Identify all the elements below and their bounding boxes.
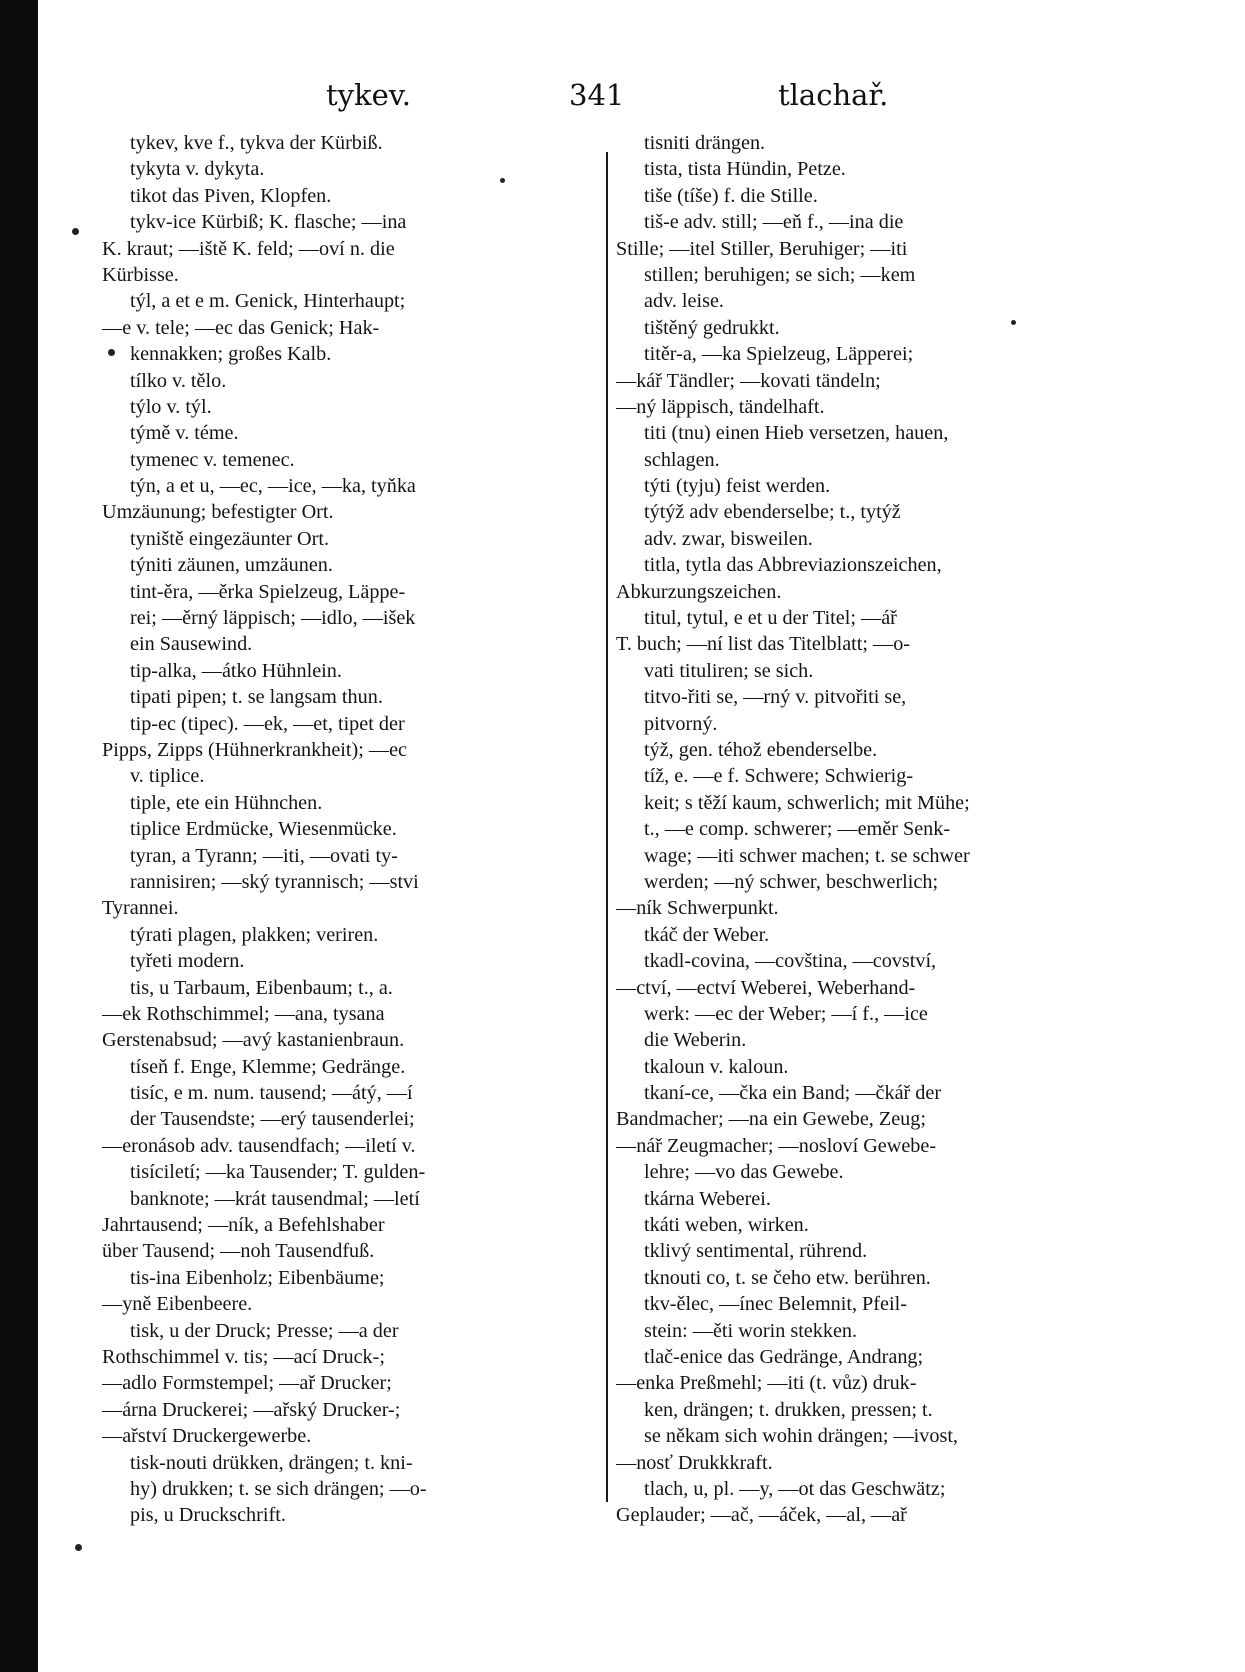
- entry-line: werk: —ec der Weber; —í f., —ice: [644, 1002, 928, 1025]
- entry-line: tis-ina Eibenholz; Eibenbäume;: [130, 1266, 385, 1289]
- entry-line: —ný läppisch, tändelhaft.: [616, 395, 825, 418]
- entry-line: stein: —ěti worin stekken.: [644, 1319, 858, 1342]
- right-column: [616, 130, 1136, 1529]
- entry-line: tyřeti modern.: [130, 950, 245, 973]
- entry-line: tiplice Erdmücke, Wiesenmücke.: [130, 818, 397, 841]
- entry-line: banknote; —krát tausendmal; —letí: [130, 1187, 420, 1210]
- entry-line: titi (tnu) einen Hieb versetzen, hauen,: [644, 422, 949, 445]
- ink-speck: [75, 1544, 82, 1551]
- entry-line: tiple, ete ein Hühnchen.: [130, 791, 323, 814]
- entry-line: tištěný gedrukkt.: [644, 316, 780, 339]
- entry-line: kennakken; großes Kalb.: [130, 343, 332, 366]
- entry-line: Geplauder; —ač, —áček, —al, —ař: [616, 1504, 907, 1527]
- entry-line: Abkurzungszeichen.: [616, 580, 782, 603]
- entry-line: —ek Rothschimmel; —ana, tysana: [102, 1002, 385, 1025]
- entry-line: tykyta v. dykyta.: [130, 158, 265, 181]
- ink-speck: [108, 349, 115, 356]
- entry-line: Gerstenabsud; —avý kastanienbraun.: [102, 1029, 405, 1052]
- entry-line: tisniti drängen.: [644, 132, 766, 154]
- entry-line: tisk-nouti drükken, drängen; t. kni-: [130, 1451, 413, 1474]
- entry-line: v. tiplice.: [130, 765, 205, 788]
- entry-line: —yně Eibenbeere.: [102, 1293, 253, 1316]
- entry-line: pis, u Druckschrift.: [130, 1504, 286, 1527]
- entry-line: —ctví, —ectví Weberei, Weberhand-: [616, 976, 916, 999]
- page-header: [38, 78, 1245, 118]
- entry-line: tip-ec (tipec). —ek, —et, tipet der: [130, 712, 405, 735]
- entry-line: vati tituliren; se sich.: [644, 659, 814, 682]
- entry-line: Stille; —itel Stiller, Beruhiger; —iti: [616, 237, 908, 260]
- entry-line: tíseň f. Enge, Klemme; Gedränge.: [130, 1055, 406, 1078]
- entry-line: wage; —iti schwer machen; t. se schwer: [644, 844, 970, 867]
- entry-line: tykv-ice Kürbiß; K. flasche; —ina: [130, 211, 407, 234]
- entry-line: ken, drängen; t. drukken, pressen; t.: [644, 1398, 933, 1421]
- entry-line: —e v. tele; —ec das Genick; Hak-: [102, 316, 380, 339]
- entry-line: Umzäunung; befestigter Ort.: [102, 501, 334, 524]
- left-column: [102, 130, 629, 1529]
- entry-line: tkaní-ce, —čka ein Band; —čkář der: [644, 1082, 942, 1105]
- entry-line: über Tausend; —noh Tausendfuß.: [102, 1240, 375, 1263]
- entry-line: tis, u Tarbaum, Eibenbaum; t., a.: [130, 976, 393, 999]
- entry-line: tlach, u, pl. —y, —ot das Geschwätz;: [644, 1477, 946, 1500]
- entry-line: T. buch; —ní list das Titelblatt; —o-: [616, 633, 911, 656]
- entry-line: Pipps, Zipps (Hühnerkrankheit); —ec: [102, 738, 407, 761]
- entry-line: tklivý sentimental, rührend.: [644, 1240, 868, 1263]
- entry-line: týlo v. týl.: [130, 395, 212, 418]
- entry-line: —adlo Formstempel; —ař Drucker;: [102, 1372, 392, 1395]
- entry-line: tisíciletí; —ka Tausender; T. gulden-: [130, 1161, 426, 1184]
- entry-line: tílko v. tělo.: [130, 369, 227, 392]
- entry-line: tymenec v. temenec.: [130, 448, 295, 471]
- entry-line: schlagen.: [644, 448, 720, 471]
- entry-line: —eronásob adv. tausendfach; —iletí v.: [102, 1134, 416, 1157]
- header-left-guideword: tykev.: [326, 78, 411, 112]
- entry-line: tkáč der Weber.: [644, 923, 770, 946]
- entry-line: tista, tista Hündin, Petze.: [644, 158, 846, 181]
- entry-line: týtýž adv ebenderselbe; t., tytýž: [644, 501, 901, 524]
- entry-line: —nosť Drukkkraft.: [616, 1451, 773, 1474]
- entry-line: tyran, a Tyrann; —iti, —ovati ty-: [130, 844, 398, 867]
- dictionary-page: [38, 0, 1245, 1672]
- entry-line: K. kraut; —iště K. feld; —oví n. die: [102, 237, 395, 260]
- entry-line: adv. leise.: [644, 290, 724, 313]
- entry-line: tkaloun v. kaloun.: [644, 1055, 789, 1078]
- entry-line: titla, tytla das Abbreviazionszeichen,: [644, 554, 942, 577]
- column-divider: [606, 152, 608, 1502]
- entry-line: —árna Druckerei; —ařský Drucker-;: [102, 1398, 401, 1421]
- entry-line: —ařství Druckergewerbe.: [102, 1425, 312, 1448]
- entry-line: týž, gen. téhož ebenderselbe.: [644, 738, 878, 761]
- header-right-guideword: tlachař.: [778, 78, 889, 112]
- entry-line: —enka Preßmehl; —iti (t. vůz) druk-: [616, 1372, 917, 1395]
- entry-line: Kürbisse.: [102, 263, 179, 286]
- entry-line: tlač-enice das Gedränge, Andrang;: [644, 1345, 924, 1368]
- entry-line: keit; s těží kaum, schwerlich; mit Mühe;: [644, 791, 970, 814]
- entry-line: tisíc, e m. num. tausend; —átý, —í: [130, 1082, 413, 1105]
- entry-line: tint-ěra, —ěrka Spielzeug, Läppe-: [130, 580, 406, 603]
- entry-line: rannisiren; —ský tyrannisch; —stvi: [130, 870, 419, 893]
- entry-line: tkárna Weberei.: [644, 1187, 771, 1210]
- entry-line: —kář Tändler; —kovati tändeln;: [616, 369, 881, 392]
- entry-line: lehre; —vo das Gewebe.: [644, 1161, 844, 1184]
- entry-line: tíž, e. —e f. Schwere; Schwierig-: [644, 765, 914, 788]
- entry-line: die Weberin.: [644, 1029, 747, 1052]
- entry-line: týmě v. téme.: [130, 422, 239, 445]
- entry-line: tikot das Piven, Klopfen.: [130, 184, 332, 207]
- entry-line: rei; —ěrný läppisch; —idlo, —išek: [130, 607, 416, 630]
- entry-line: tkv-ělec, —ínec Belemnit, Pfeil-: [644, 1293, 907, 1316]
- entry-line: ein Sausewind.: [130, 633, 253, 656]
- page-number: 341: [569, 78, 625, 112]
- entry-line: adv. zwar, bisweilen.: [644, 527, 813, 550]
- ink-speck: [1011, 320, 1016, 325]
- entry-line: titěr-a, —ka Spielzeug, Läpperei;: [644, 343, 914, 366]
- entry-line: werden; —ný schwer, beschwerlich;: [644, 870, 939, 893]
- ink-speck: [72, 228, 79, 235]
- entry-line: Jahrtausend; —ník, a Befehlshaber: [102, 1214, 385, 1237]
- entry-line: týl, a et e m. Genick, Hinterhaupt;: [130, 290, 406, 313]
- entry-line: hy) drukken; t. se sich drängen; —o-: [130, 1477, 427, 1500]
- entry-line: Rothschimmel v. tis; —ací Druck-;: [102, 1345, 385, 1368]
- entry-line: tyniště eingezäunter Ort.: [130, 527, 329, 550]
- entry-line: Bandmacher; —na ein Gewebe, Zeug;: [616, 1108, 926, 1131]
- entry-line: tknouti co, t. se čeho etw. berühren.: [644, 1266, 931, 1289]
- entry-line: týniti zäunen, umzäunen.: [130, 554, 333, 577]
- entry-line: tkadl-covina, —covština, —covství,: [644, 950, 937, 973]
- entry-line: —ník Schwerpunkt.: [616, 897, 779, 920]
- entry-line: stillen; beruhigen; se sich; —kem: [644, 263, 916, 286]
- ink-speck: [500, 178, 505, 183]
- entry-line: tiše (tíše) f. die Stille.: [644, 184, 818, 207]
- entry-line: tipati pipen; t. se langsam thun.: [130, 686, 383, 709]
- entry-line: der Tausendste; —erý tausenderlei;: [130, 1108, 415, 1131]
- entry-line: tip-alka, —átko Hühnlein.: [130, 659, 342, 682]
- entry-line: týrati plagen, plakken; veriren.: [130, 923, 379, 946]
- entry-line: tisk, u der Druck; Presse; —a der: [130, 1319, 399, 1342]
- entry-line: týti (tyju) feist werden.: [644, 475, 831, 498]
- entry-line: tiš-e adv. still; —eň f., —ina die: [644, 211, 904, 234]
- entry-line: titvo-řiti se, —rný v. pitvořiti se,: [644, 686, 907, 709]
- entry-line: Tyrannei.: [102, 897, 179, 920]
- entry-line: t., —e comp. schwerer; —eměr Senk-: [644, 818, 951, 841]
- entry-line: —nář Zeugmacher; —nosloví Gewebe-: [616, 1134, 937, 1157]
- entry-line: tykev, kve f., tykva der Kürbiß.: [130, 132, 383, 154]
- entry-line: se někam sich wohin drängen; —ivost,: [644, 1425, 958, 1448]
- entry-line: titul, tytul, e et u der Titel; —ář: [644, 607, 897, 630]
- entry-line: týn, a et u, —ec, —ice, —ka, tyňka: [130, 475, 416, 498]
- entry-line: pitvorný.: [644, 712, 718, 735]
- entry-line: tkáti weben, wirken.: [644, 1214, 809, 1237]
